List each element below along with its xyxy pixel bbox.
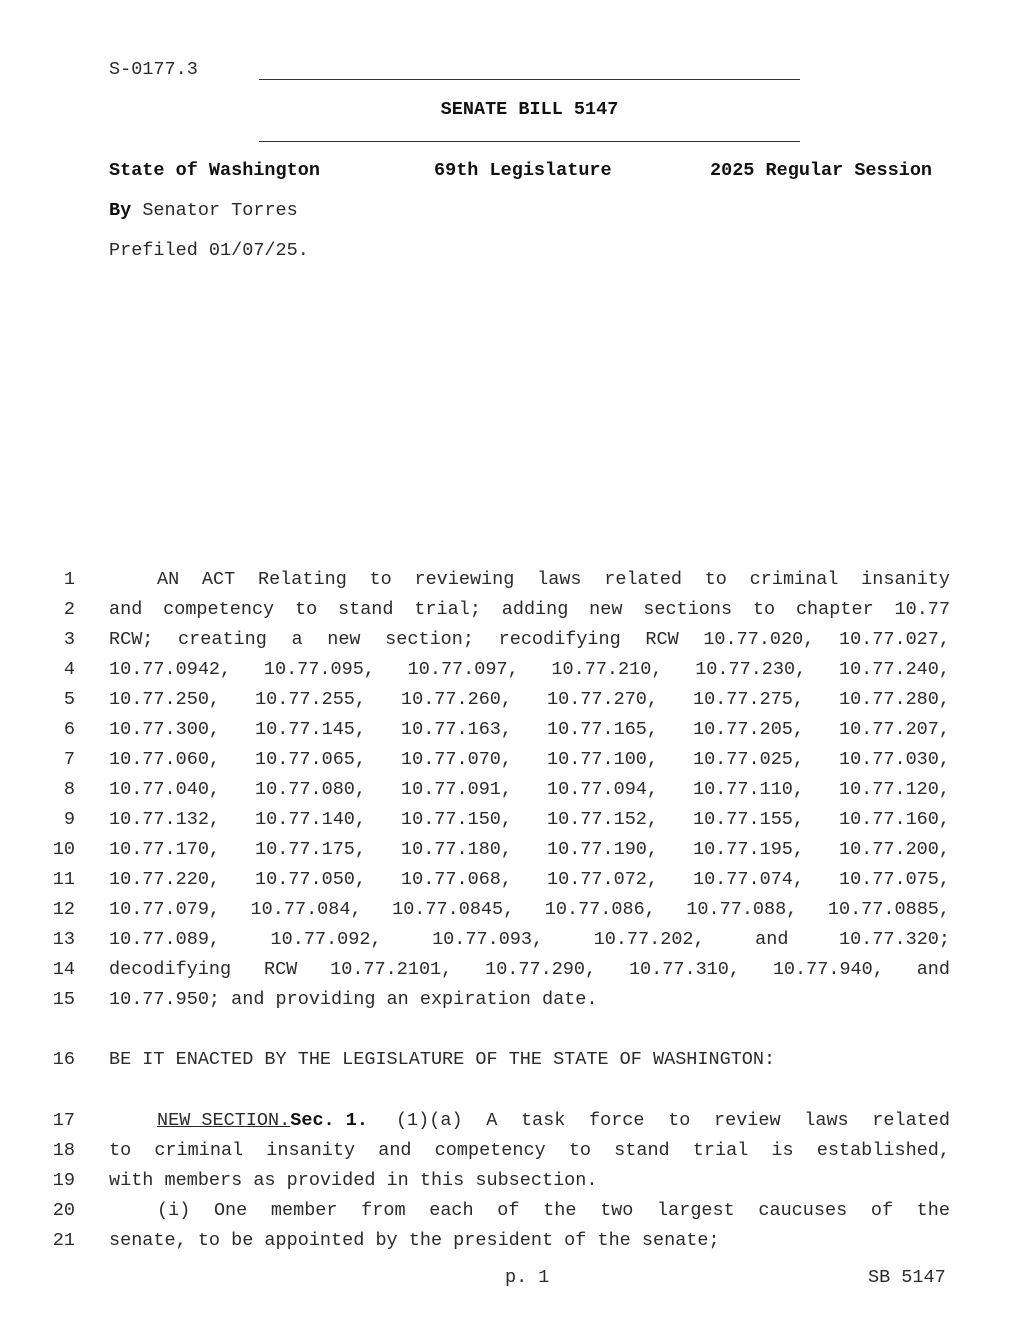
line-number: 14	[52, 959, 75, 980]
bill-text-line: 10.77.079, 10.77.084, 10.77.0845, 10.77.086, 10.77.088, 10.77.0885,	[109, 899, 950, 920]
section-number: Sec. 1.	[290, 1110, 368, 1131]
legislature-number: 69th Legislature	[434, 160, 612, 181]
sponsor-line	[109, 200, 298, 222]
bill-text-line: 10.77.170, 10.77.175, 10.77.180, 10.77.190, 10.77.195, 10.77.200,	[109, 839, 950, 860]
prefiled-date: Prefiled 01/07/25.	[109, 240, 309, 261]
line-number: 9	[63, 809, 75, 830]
line-number: 13	[52, 929, 75, 950]
bill-text-line: RCW; creating a new section; recodifying RCW 10.77.020, 10.77.027,	[109, 629, 950, 650]
bill-text-line: 10.77.300, 10.77.145, 10.77.163, 10.77.165, 10.77.205, 10.77.207,	[109, 719, 950, 740]
line-number: 20	[52, 1200, 75, 1221]
line-number: 18	[52, 1140, 75, 1161]
bill-text-line: to criminal insanity and competency to stand trial is established,	[109, 1140, 950, 1161]
line-number: 8	[63, 779, 75, 800]
title-rule-top	[259, 79, 800, 80]
line-number: 2	[63, 599, 75, 620]
bill-text-line: AN ACT Relating to reviewing laws related to criminal insanity	[157, 569, 950, 590]
session-name: 2025 Regular Session	[710, 160, 933, 181]
line-number: 4	[63, 659, 75, 680]
line-number: 10	[52, 839, 75, 860]
line-number: 16	[52, 1049, 75, 1070]
bill-text-line: 10.77.220, 10.77.050, 10.77.068, 10.77.072, 10.77.074, 10.77.075,	[109, 869, 950, 890]
section-heading-line	[109, 1110, 950, 1132]
bill-text-line: with members as provided in this subsection.	[109, 1170, 598, 1191]
line-number: 7	[63, 749, 75, 770]
sponsor-name: Senator Torres	[142, 200, 298, 221]
new-section-label: NEW SECTION.	[157, 1110, 291, 1131]
line-number: 3	[63, 629, 75, 650]
state-name: State of Washington	[109, 160, 320, 181]
line-number: 17	[52, 1110, 75, 1131]
bill-text-line: senate, to be appointed by the president of the senate;	[109, 1230, 720, 1251]
page-number: p. 1	[505, 1267, 550, 1288]
line-number: 1	[63, 569, 75, 590]
bill-text-line: (i) One member from each of the two largest caucuses of the	[157, 1200, 950, 1221]
line-number: 6	[63, 719, 75, 740]
bill-text-line: 10.77.950; and providing an expiration date.	[109, 989, 598, 1010]
by-label: By	[109, 200, 132, 221]
line-number: 12	[52, 899, 75, 920]
bill-text-line: 10.77.089, 10.77.092, 10.77.093, 10.77.202, and 10.77.320;	[109, 929, 950, 950]
footer-bill-ref: SB 5147	[868, 1267, 946, 1288]
line-number: 5	[63, 689, 75, 710]
bill-text-line: 10.77.040, 10.77.080, 10.77.091, 10.77.094, 10.77.110, 10.77.120,	[109, 779, 950, 800]
title-rule-bottom	[259, 141, 800, 142]
bill-text-line: decodifying RCW 10.77.2101, 10.77.290, 10.77.310, 10.77.940, and	[109, 959, 950, 980]
enacting-clause: BE IT ENACTED BY THE LEGISLATURE OF THE STATE OF WASHINGTON:	[109, 1049, 776, 1070]
bill-text-line: 10.77.0942, 10.77.095, 10.77.097, 10.77.210, 10.77.230, 10.77.240,	[109, 659, 950, 680]
line-number: 21	[52, 1230, 75, 1251]
section-text: (1)(a) A task force to review laws related	[395, 1110, 950, 1131]
line-number: 15	[52, 989, 75, 1010]
line-number: 19	[52, 1170, 75, 1191]
bill-text-line: 10.77.132, 10.77.140, 10.77.150, 10.77.152, 10.77.155, 10.77.160,	[109, 809, 950, 830]
line-number: 11	[52, 869, 75, 890]
bill-text-line: 10.77.060, 10.77.065, 10.77.070, 10.77.100, 10.77.025, 10.77.030,	[109, 749, 950, 770]
bill-text-line: and competency to stand trial; adding new sections to chapter 10.77	[109, 599, 950, 620]
bill-text-line: 10.77.250, 10.77.255, 10.77.260, 10.77.270, 10.77.275, 10.77.280,	[109, 689, 950, 710]
bill-title: SENATE BILL 5147	[440, 99, 619, 120]
document-code: S-0177.3	[109, 59, 198, 80]
